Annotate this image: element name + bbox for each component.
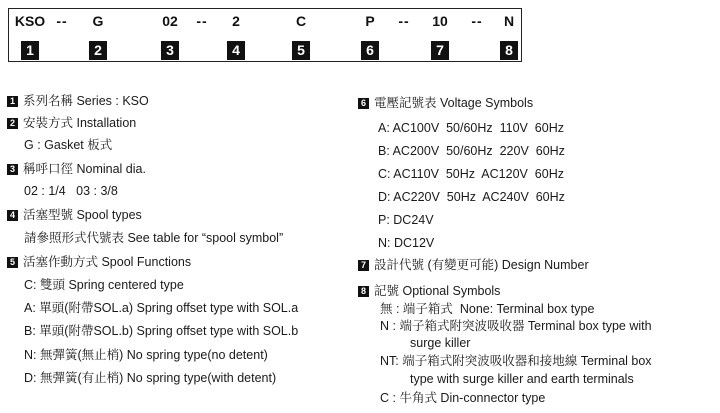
code-segment-voltage: P <box>365 13 375 29</box>
spool-types-title: 活塞型號 Spool types <box>23 208 142 222</box>
code-number-3: 3 <box>161 41 179 60</box>
voltage-item: A: AC100V 50/60Hz 110V 60Hz <box>378 121 564 135</box>
code-number-2: 2 <box>89 41 107 60</box>
optional-symbols-heading <box>358 283 500 299</box>
code-segment-design-number: 10 <box>432 13 448 29</box>
installation-heading <box>7 115 136 131</box>
section-number-badge: 2 <box>7 118 18 129</box>
series-heading <box>7 93 149 109</box>
optional-symbol-item: 無 : 端子箱式 None: Terminal box type <box>380 302 595 316</box>
code-number-5: 5 <box>292 41 310 60</box>
nominal-dia-title: 稱呼口徑 Nominal dia. <box>23 162 146 176</box>
model-code-numbers <box>9 41 521 61</box>
code-segment-optional: N <box>503 13 515 29</box>
code-separator: -- <box>471 13 483 29</box>
code-number-1: 1 <box>21 41 39 60</box>
model-code-box <box>8 8 522 62</box>
spool-functions-title: 活塞作動方式 Spool Functions <box>23 255 192 269</box>
voltage-item: P: DC24V <box>378 213 434 227</box>
installation-option: G : Gasket 板式 <box>24 138 113 152</box>
voltage-item: D: AC220V 50Hz AC240V 60Hz <box>378 190 565 204</box>
nominal-dia-options: 02 : 1/4 03 : 3/8 <box>24 184 118 198</box>
spool-function-item: A: 單頭(附帶SOL.a) Spring offset type with SOL.a <box>24 301 299 315</box>
optional-symbol-item-cont: surge killer <box>410 336 471 350</box>
installation-title: 安裝方式 Installation <box>23 116 137 130</box>
optional-symbols-title: 記號 Optional Symbols <box>374 284 501 298</box>
code-separator: -- <box>196 13 208 29</box>
code-number-6: 6 <box>361 41 379 60</box>
spool-function-item: D: 無彈簧(有止梢) No spring type(with detent) <box>24 371 277 385</box>
spool-functions-heading <box>7 254 191 270</box>
spool-types-note: 請參照形式代號表 See table for “spool symbol” <box>24 231 284 245</box>
code-number-4: 4 <box>227 41 245 60</box>
voltage-item: N: DC12V <box>378 236 435 250</box>
code-separator: -- <box>56 13 68 29</box>
voltage-title: 電壓記號表 Voltage Symbols <box>374 96 534 110</box>
optional-symbol-item: N : 端子箱式附突波吸收器 Terminal box type with <box>380 319 652 333</box>
code-number-8: 8 <box>500 41 518 60</box>
code-segment-nominal-dia: 02 <box>162 13 178 29</box>
model-code-row <box>9 13 521 37</box>
section-number-badge: 6 <box>358 98 369 109</box>
code-number-7: 7 <box>431 41 449 60</box>
spool-types-heading <box>7 207 142 223</box>
spool-function-item: N: 無彈簧(無止梢) No spring type(no detent) <box>24 348 268 362</box>
code-segment-spool-type: 2 <box>232 13 240 29</box>
code-segment-installation: G <box>92 13 104 29</box>
voltage-item: B: AC200V 50/60Hz 220V 60Hz <box>378 144 565 158</box>
nominal-dia-heading <box>7 161 146 177</box>
design-number-heading <box>358 257 589 273</box>
code-segment-spool-function: C <box>295 13 307 29</box>
section-number-badge: 1 <box>7 96 18 107</box>
code-segment-series: KSO <box>14 13 46 29</box>
series-title: 系列名稱 Series : KSO <box>23 94 149 108</box>
design-number-title: 設計代號 (有變更可能) Design Number <box>374 258 589 272</box>
spool-function-item: B: 單頭(附帶SOL.b) Spring offset type with SOL.b <box>24 324 299 338</box>
section-number-badge: 7 <box>358 260 369 271</box>
optional-symbol-item: C : 牛角式 Din-connector type <box>380 391 546 405</box>
section-number-badge: 3 <box>7 164 18 175</box>
section-number-badge: 4 <box>7 210 18 221</box>
section-number-badge: 8 <box>358 286 369 297</box>
voltage-heading <box>358 95 533 111</box>
voltage-item: C: AC110V 50Hz AC120V 60Hz <box>378 167 564 181</box>
optional-symbol-item-cont: type with surge killer and earth terminals <box>410 372 634 386</box>
section-number-badge: 5 <box>7 257 18 268</box>
spool-function-item: C: 雙頭 Spring centered type <box>24 278 184 292</box>
optional-symbol-item: NT: 端子箱式附突波吸收器和接地線 Terminal box <box>380 354 652 368</box>
code-separator: -- <box>398 13 410 29</box>
